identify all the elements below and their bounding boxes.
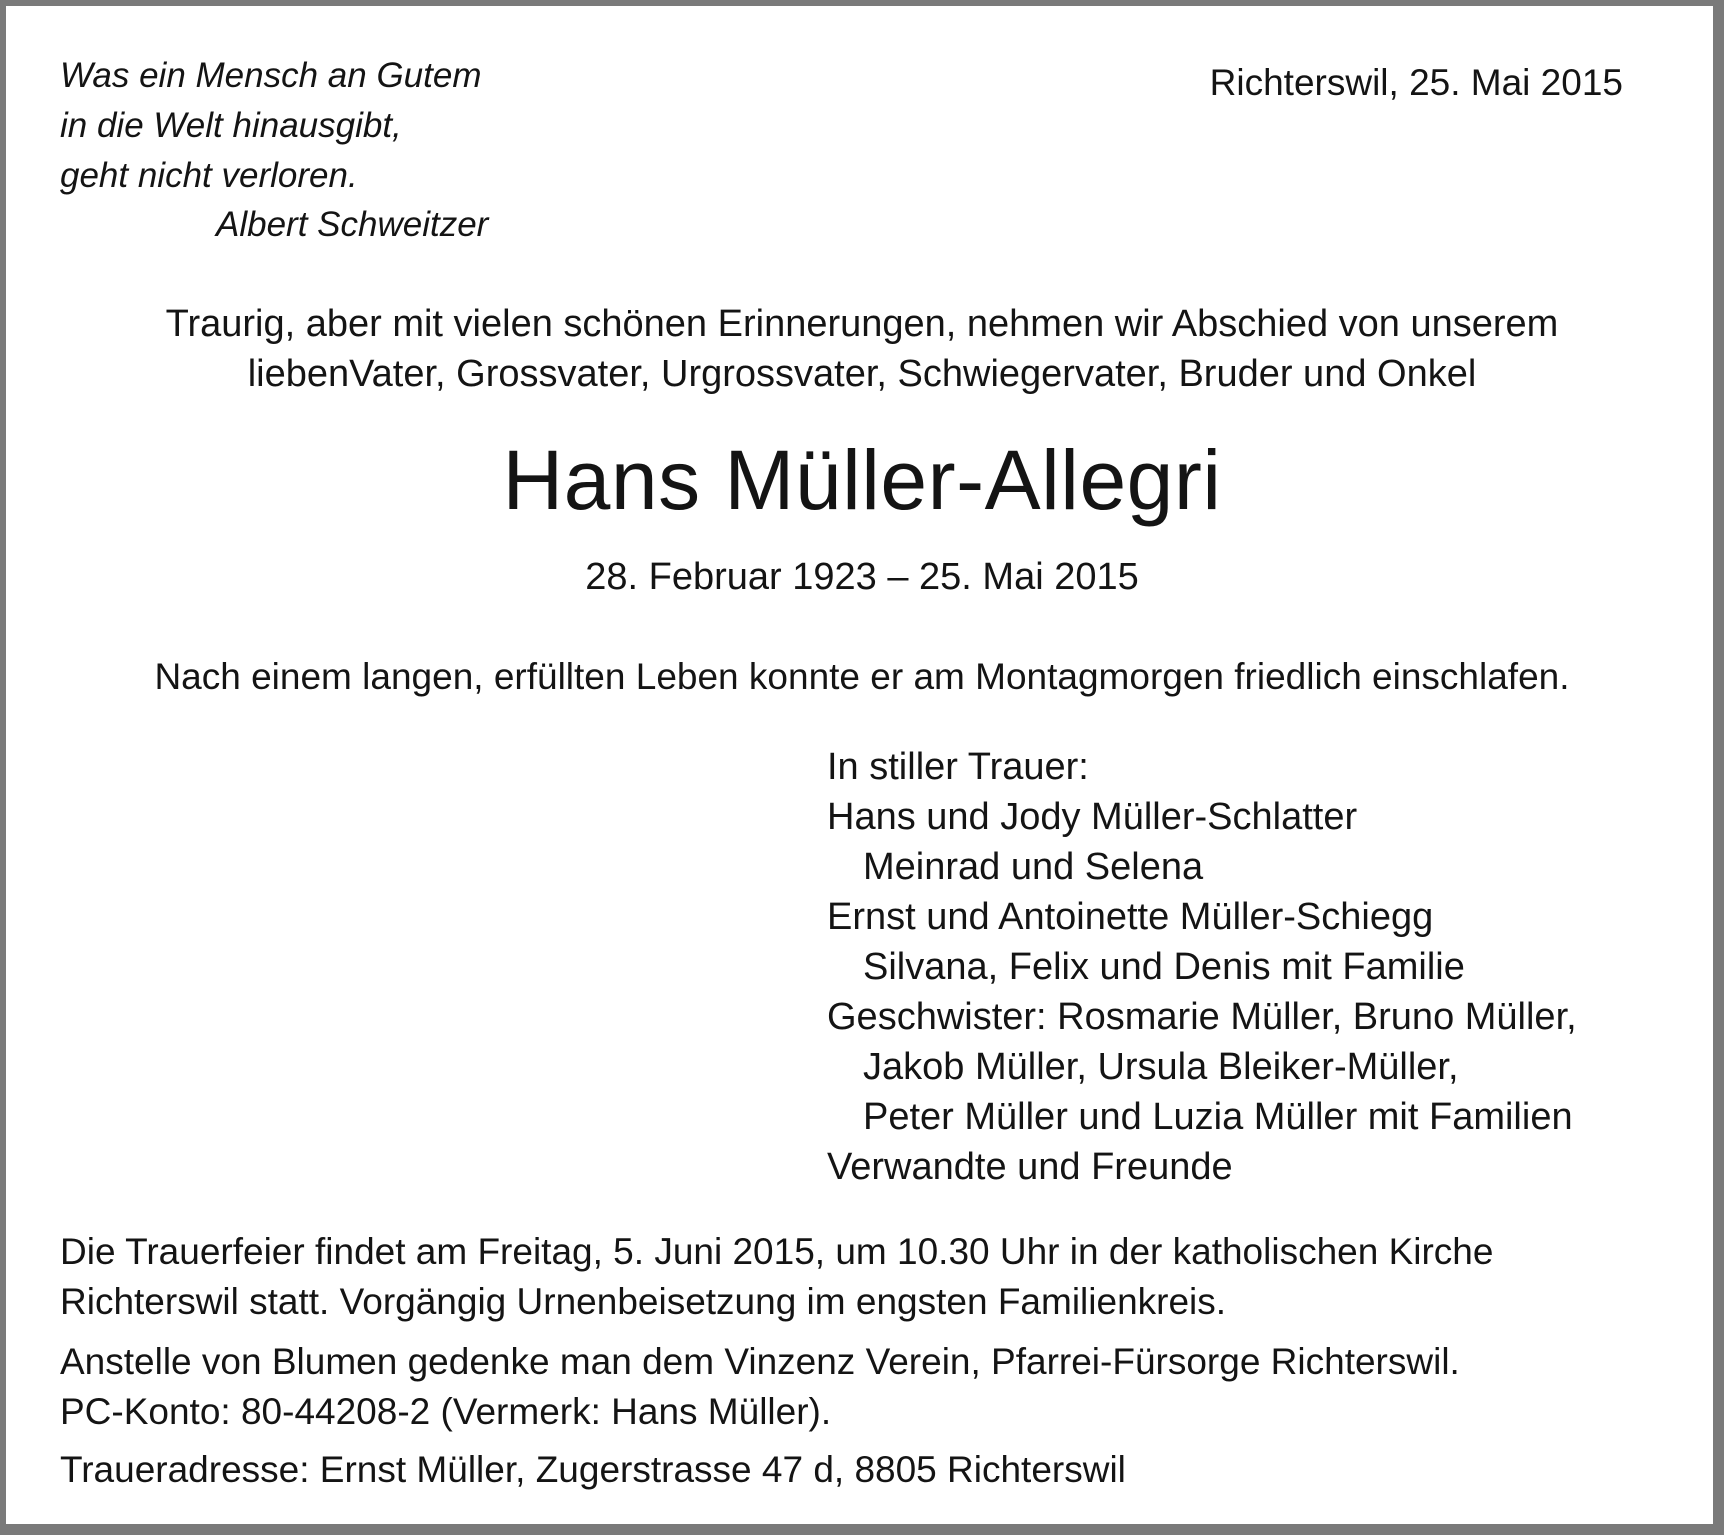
donation-line-2: PC-Konto: 80-44208-2 (Vermerk: Hans Müller). [60, 1391, 832, 1432]
quote-author: Albert Schweitzer [216, 205, 489, 244]
ceremony-line-1: Die Trauerfeier findet am Freitag, 5. Juni 2015, um 10.30 Uhr in der katholischen Kirche [60, 1231, 1494, 1272]
mourner-line: Verwandte und Freunde [827, 1146, 1233, 1188]
mourner-line: Peter Müller und Luzia Müller mit Familien [863, 1096, 1573, 1138]
donation-line-1: Anstelle von Blumen gedenke man dem Vinzenz Verein, Pfarrei-Fürsorge Richterswil. [60, 1341, 1460, 1382]
intro-line-1: Traurig, aber mit vielen schönen Erinnerungen, nehmen wir Abschied von unserem [165, 303, 1559, 345]
mourner-line: Silvana, Felix und Denis mit Familie [863, 946, 1465, 988]
place-date: Richterswil, 25. Mai 2015 [1209, 62, 1623, 103]
mourner-line: Meinrad und Selena [863, 846, 1204, 888]
life-dates: 28. Februar 1923 – 25. Mai 2015 [585, 556, 1139, 598]
mourners-heading: In stiller Trauer: [827, 746, 1089, 788]
intro-line-2: liebenVater, Grossvater, Urgrossvater, Schwiegervater, Bruder und Onkel [247, 353, 1477, 395]
ceremony-line-2: Richterswil statt. Vorgängig Urnenbeisetzung im engsten Familienkreis. [60, 1281, 1227, 1322]
quote-line-1: Was ein Mensch an Gutem [60, 56, 482, 95]
mourner-line: Hans und Jody Müller-Schlatter [827, 796, 1358, 838]
mourner-line: Ernst und Antoinette Müller-Schiegg [827, 896, 1434, 938]
mourning-address: Traueradresse: Ernst Müller, Zugerstrasse 47 d, 8805 Richterswil [60, 1449, 1126, 1490]
passing-text: Nach einem langen, erfüllten Leben konnte er am Montagmorgen friedlich einschlafen. [154, 656, 1570, 697]
mourner-line: Geschwister: Rosmarie Müller, Bruno Müller, [827, 996, 1577, 1038]
quote-line-2: in die Welt hinausgibt, [60, 106, 402, 145]
deceased-name: Hans Müller-Allegri [502, 433, 1222, 527]
mourner-line: Jakob Müller, Ursula Bleiker-Müller, [863, 1046, 1459, 1088]
quote-line-3: geht nicht verloren. [60, 156, 358, 195]
